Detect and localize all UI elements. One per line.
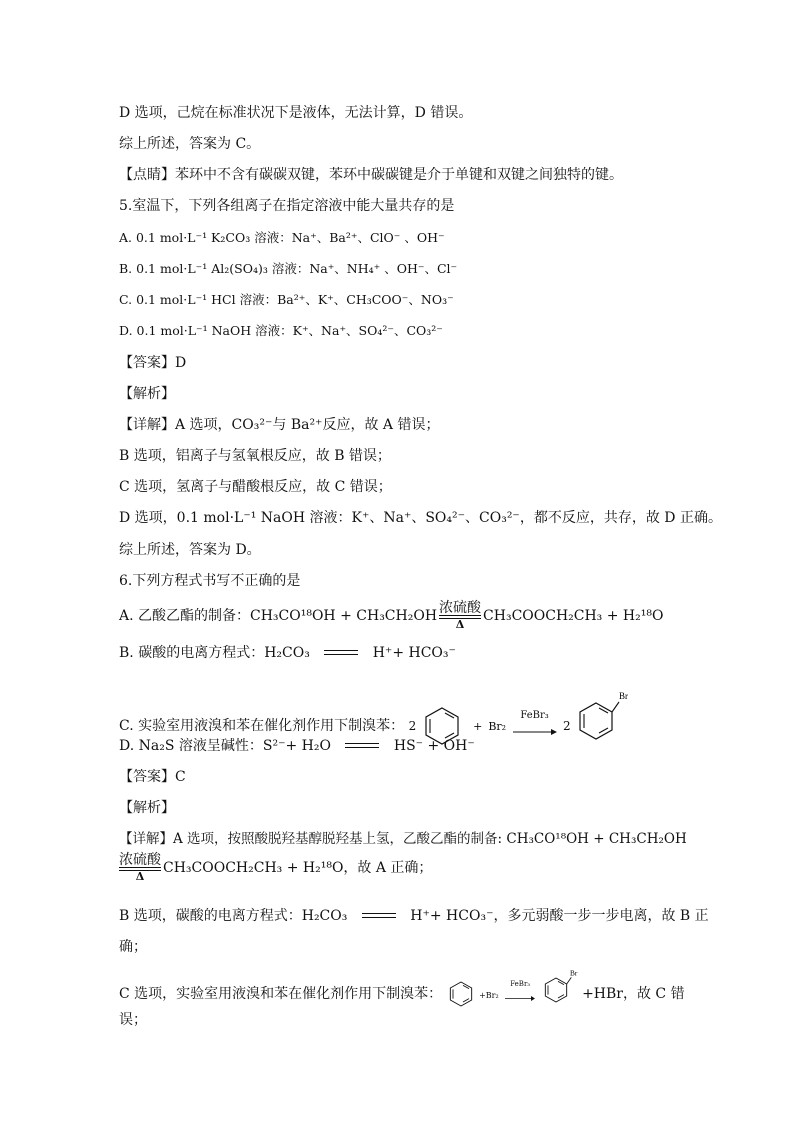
equation-left: B. 碳酸的电离方程式：H₂CO₃ xyxy=(119,645,310,661)
reaction-arrow xyxy=(505,980,535,1008)
analysis-6: 【解析】 xyxy=(119,800,175,816)
coefficient: 2 xyxy=(563,719,571,733)
detail-6a-cont xyxy=(119,853,432,883)
condition-bottom: Δ xyxy=(455,618,465,631)
condition-arrow xyxy=(119,853,161,883)
detail-5c: C 选项，氢离子与醋酸根反应，故 C 错误； xyxy=(119,479,392,495)
equation-right: +HBr，故 C 错 xyxy=(582,986,685,1002)
condition-top: 浓硫酸 xyxy=(119,852,161,868)
br-label: Br xyxy=(569,968,577,978)
option-d: D. 0.1 mol·L⁻¹ NaOH 溶液：K⁺、Na⁺、SO₄²⁻、CO₃²⁻ xyxy=(119,323,443,338)
option-c: C. 0.1 mol·L⁻¹ HCl 溶液：Ba²⁺、K⁺、CH₃COO⁻、NO₃⁻ xyxy=(119,292,454,307)
detail-6c xyxy=(119,968,685,1008)
benzene-icon xyxy=(447,980,475,1008)
detail-6a: 【详解】A 选项，按照酸脱羟基醇脱羟基上氢，乙酸乙酯的制备: CH₃CO¹⁸OH + CH₃CH₂OH xyxy=(119,831,687,847)
equation-left: B 选项，碳酸的电离方程式：H₂CO₃ xyxy=(119,908,348,924)
answer-5: 【答案】D xyxy=(119,355,187,371)
analysis-5: 【解析】 xyxy=(119,386,175,402)
br-label: Br xyxy=(619,691,629,701)
coefficient: 2 xyxy=(408,719,417,733)
bromobenzene-icon xyxy=(542,968,578,1004)
bromine-label: Br₂ xyxy=(485,991,499,1000)
catalyst-label: FeBr₃ xyxy=(510,980,531,988)
equilibrium-sign xyxy=(324,648,358,658)
option-b: B. 0.1 mol·L⁻¹ Al₂(SO₄)₃ 溶液：Na⁺、NH₄⁺ 、OH⁻、Cl⁻ xyxy=(119,261,458,276)
equilibrium-sign xyxy=(362,911,396,921)
equation-left: D. Na₂S 溶液呈碱性：S²⁻+ H₂O xyxy=(119,738,331,754)
equation-right: H⁺+ HCO₃⁻ xyxy=(372,645,456,661)
equation-left: C. 实验室用液溴和苯在催化剂作用下制溴苯： xyxy=(119,718,405,734)
detail-5a: 【详解】A 选项，CO₃²⁻与 Ba²⁺反应，故 A 错误； xyxy=(119,417,440,433)
equation-left: C 选项，实验室用液溴和苯在催化剂作用下制溴苯： xyxy=(119,986,443,1002)
answer-6: 【答案】C xyxy=(119,769,186,785)
question-5: 5.室温下，下列各组离子在指定溶液中能大量共存的是 xyxy=(119,198,455,214)
catalyst-label: FeBr₃ xyxy=(520,710,549,721)
bromobenzene-icon xyxy=(575,688,629,742)
tip-line: 【点睛】苯环中不含有碳碳双键，苯环中碳碳键是介于单键和双键之间独特的键。 xyxy=(119,167,623,183)
condition-arrow xyxy=(439,601,481,631)
summary-5: 综上所述，答案为 D。 xyxy=(119,542,261,558)
text-line: 综上所述，答案为 C。 xyxy=(119,136,261,152)
detail-5b: B 选项，铝离子与氢氧根反应，故 B 错误； xyxy=(119,448,391,464)
equation-right: HS⁻ + OH⁻ xyxy=(393,738,475,754)
option-6a xyxy=(119,601,663,631)
condition-bottom: Δ xyxy=(135,870,145,883)
detail-5d: D 选项，0.1 mol·L⁻¹ NaOH 溶液：K⁺、Na⁺、SO₄²⁻、CO₃²⁻，都不反应，共存，故 D 正确。 xyxy=(119,510,722,526)
arrow-icon xyxy=(513,729,557,735)
text-line: D 选项，己烷在标准状况下是液体，无法计算，D 错误。 xyxy=(119,105,473,121)
equation-left: A. 乙酸乙酯的制备：CH₃CO¹⁸OH + CH₃CH₂OH xyxy=(119,608,438,624)
equilibrium-sign xyxy=(345,741,379,751)
condition-top: 浓硫酸 xyxy=(439,600,482,616)
equation-right: CH₃COOCH₂CH₃ + H₂¹⁸O，故 A 正确； xyxy=(163,860,433,876)
plus-sign: + xyxy=(473,720,483,733)
bromine-label: Br₂ xyxy=(488,720,507,733)
equation-right: H⁺+ HCO₃⁻，多元弱酸一步一步电离，故 B 正 xyxy=(410,908,709,924)
detail-6b-cont: 确； xyxy=(119,939,147,955)
detail-6b xyxy=(119,906,709,926)
reaction-arrow xyxy=(513,710,557,742)
option-a: A. 0.1 mol·L⁻¹ K₂CO₃ 溶液：Na⁺、Ba²⁺、ClO⁻ 、OH⁻ xyxy=(119,230,445,245)
arrow-icon xyxy=(505,996,535,1001)
option-6b xyxy=(119,643,456,663)
option-6d xyxy=(119,736,475,756)
equation-right: CH₃COOCH₂CH₃ + H₂¹⁸O xyxy=(483,608,664,624)
detail-6c-cont: 误； xyxy=(119,1012,147,1028)
plus-sign: + xyxy=(479,991,486,1000)
question-6: 6.下列方程式书写不正确的是 xyxy=(119,573,301,589)
